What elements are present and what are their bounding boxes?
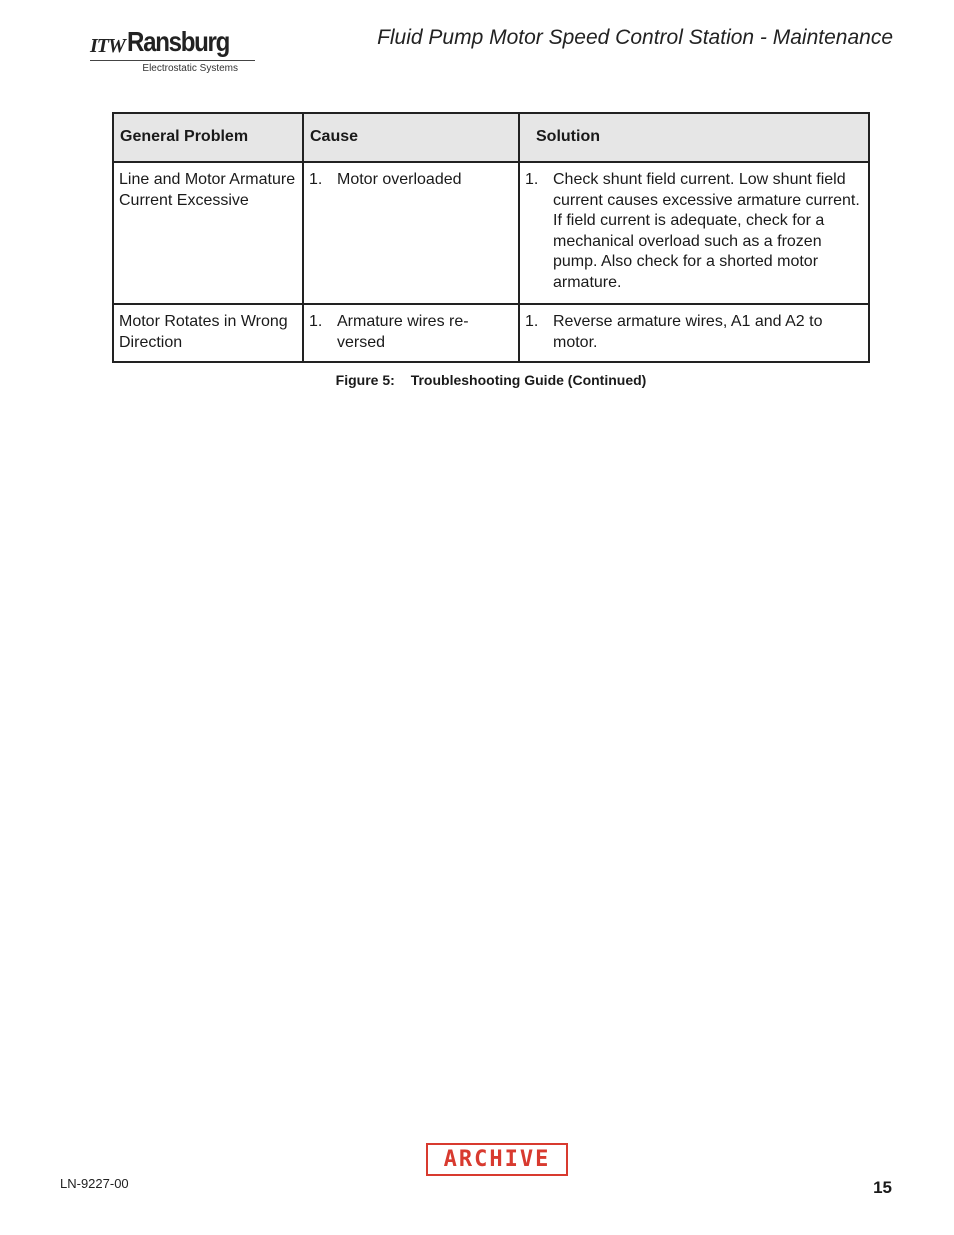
cause-text: Motor overloaded: [337, 171, 462, 188]
solution-number: 1.: [525, 171, 539, 188]
solution-cell: [519, 162, 869, 304]
page-title: Fluid Pump Motor Speed Control Station - Maintenance: [377, 26, 893, 49]
company-logo: [90, 28, 256, 74]
solution-text: Reverse armature wires, A1 and A2 to motor.: [553, 313, 823, 351]
archive-stamp: [426, 1143, 568, 1176]
header-solution: Solution: [519, 113, 869, 162]
archive-stamp-text: ARCHIVE: [443, 1147, 551, 1172]
caption-text: Troubleshooting Guide (Continued): [410, 372, 647, 388]
header-cause: Cause: [303, 113, 519, 162]
cause-text: Armature wires re-versed: [337, 313, 469, 351]
problem-cell: Motor Rotates in Wrong Direction: [113, 304, 303, 362]
logo-subtitle: Electrostatic Systems: [142, 63, 238, 74]
page-number: 15: [873, 1178, 892, 1197]
document-number: LN-9227-00: [60, 1176, 129, 1191]
cause-cell: [303, 304, 519, 362]
caption-label: Figure 5:: [335, 372, 395, 388]
solution-text: Check shunt field current. Low shunt field current causes excessive armature current. If field current is adequate, check for a mechanical overload such as a frozen pump. Also check for a shorted motor armature.: [553, 171, 860, 291]
cause-number: 1.: [309, 171, 323, 188]
table-row: [113, 162, 869, 304]
solution-cell: [519, 304, 869, 362]
troubleshooting-table: [112, 112, 870, 363]
table-header-row: [113, 113, 869, 162]
table-row: [113, 304, 869, 362]
problem-cell: Line and Motor Armature Current Excessive: [113, 162, 303, 304]
cause-number: 1.: [309, 313, 323, 330]
logo-divider: [90, 60, 255, 61]
cause-cell: [303, 162, 519, 304]
figure-caption: [0, 372, 954, 388]
solution-number: 1.: [525, 313, 539, 330]
header-general-problem: General Problem: [113, 113, 303, 162]
logo-name: Ransburg: [126, 26, 229, 57]
logo-prefix: ITW: [90, 35, 125, 57]
